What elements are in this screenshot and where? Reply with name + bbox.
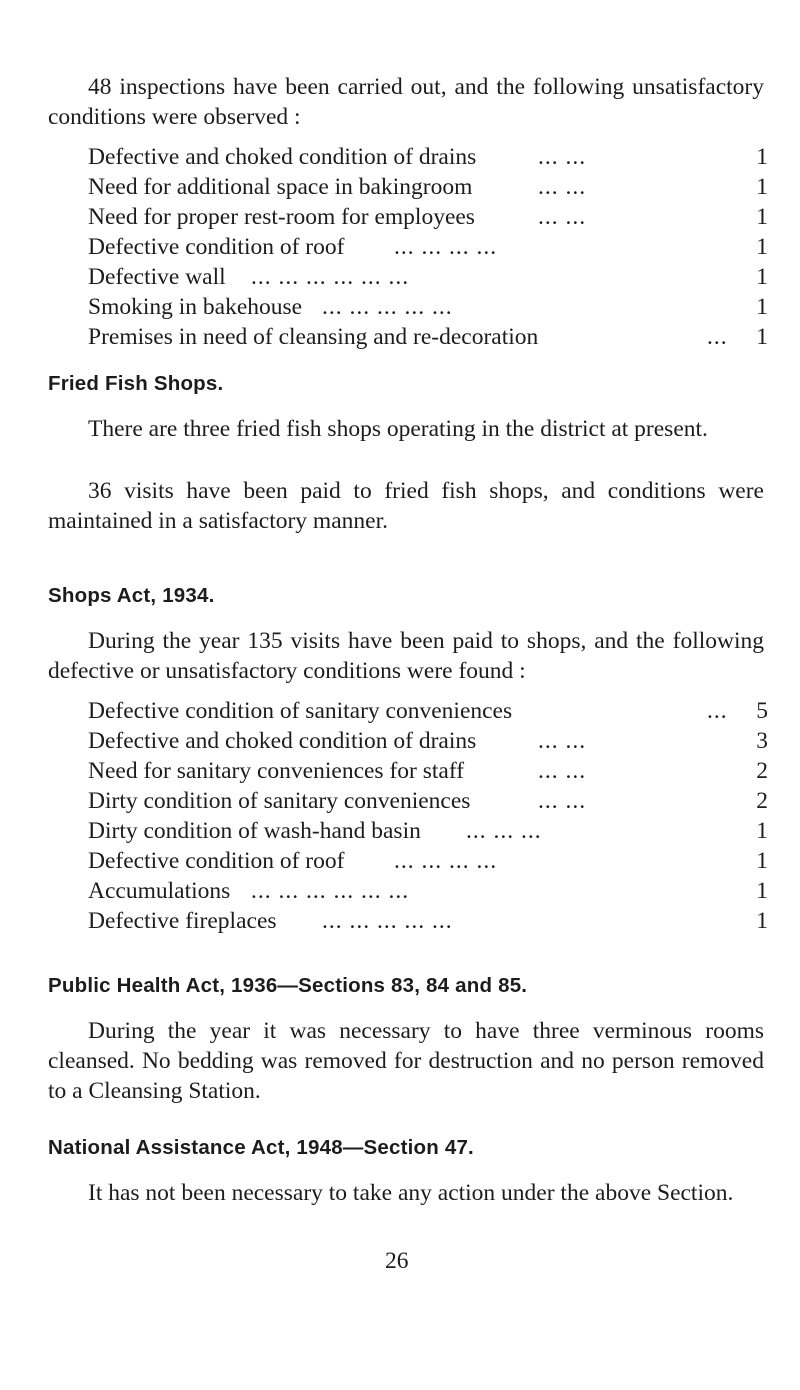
list-item <box>88 816 768 846</box>
item-count: 1 <box>756 144 768 170</box>
leader-dots: ... ... <box>538 728 587 754</box>
bakehouse-conditions-list <box>88 142 768 352</box>
list-item <box>88 786 768 816</box>
leader-dots: ... ... ... ... ... ... <box>251 264 410 290</box>
item-label: Premises in need of cleansing and re-decoration <box>88 324 539 350</box>
item-count: 3 <box>756 728 768 754</box>
item-count: 1 <box>756 174 768 200</box>
leader-dots: ... ... <box>538 174 587 200</box>
national-assistance-heading: National Assistance Act, 1948—Section 47. <box>48 1136 474 1159</box>
list-item <box>88 262 768 292</box>
shops-act-heading: Shops Act, 1934. <box>48 584 215 607</box>
item-label: Defective and choked condition of drains <box>88 144 477 170</box>
list-item <box>88 756 768 786</box>
leader-dots: ... <box>707 698 728 724</box>
list-item <box>88 726 768 756</box>
item-label: Defective condition of roof <box>88 234 345 260</box>
list-item <box>88 876 768 906</box>
item-label: Defective and choked condition of drains <box>88 728 477 754</box>
item-count: 1 <box>756 878 768 904</box>
list-item <box>88 142 768 172</box>
item-count: 1 <box>756 908 768 934</box>
leader-dots: ... ... <box>538 788 587 814</box>
list-item <box>88 696 768 726</box>
item-count: 1 <box>756 234 768 260</box>
item-count: 1 <box>756 324 768 350</box>
leader-dots: ... ... <box>538 758 587 784</box>
item-label: Accumulations <box>88 878 231 904</box>
public-health-heading: Public Health Act, 1936—Sections 83, 84 and 85. <box>48 974 528 997</box>
item-count: 2 <box>756 788 768 814</box>
item-label: Need for sanitary conveniences for staff <box>88 758 465 784</box>
item-label: Dirty condition of wash-hand basin <box>88 818 421 844</box>
fried-fish-paragraph-2: 36 visits have been paid to fried fish shops, and conditions were maintained in a satisfactory manner. <box>48 478 764 534</box>
item-count: 2 <box>756 758 768 784</box>
item-count: 1 <box>756 818 768 844</box>
item-label: Dirty condition of sanitary conveniences <box>88 788 471 814</box>
item-label: Smoking in bakehouse <box>88 294 303 320</box>
item-label: Defective condition of sanitary conveniences <box>88 698 513 724</box>
item-label: Need for proper rest-room for employees <box>88 204 475 230</box>
list-item <box>88 906 768 936</box>
leader-dots: ... ... ... ... <box>394 234 498 260</box>
shops-act-paragraph: During the year 135 visits have been paid to shops, and the following defective or unsatisfactory conditions were found : <box>48 628 764 684</box>
item-count: 1 <box>756 848 768 874</box>
leader-dots: ... <box>707 324 728 350</box>
item-count: 1 <box>756 204 768 230</box>
list-item <box>88 202 768 232</box>
page-number: 26 <box>385 1248 409 1274</box>
list-item <box>88 322 768 352</box>
shops-conditions-list <box>88 696 768 936</box>
leader-dots: ... ... ... ... ... <box>322 294 453 320</box>
intro-paragraph: 48 inspections have been carried out, and the following unsatisfactory conditions were observed : <box>48 74 764 130</box>
fried-fish-heading: Fried Fish Shops. <box>48 372 224 395</box>
list-item <box>88 172 768 202</box>
list-item <box>88 292 768 322</box>
item-count: 1 <box>756 264 768 290</box>
leader-dots: ... ... ... ... ... ... <box>251 878 410 904</box>
item-label: Defective fireplaces <box>88 908 277 934</box>
list-item <box>88 846 768 876</box>
item-count: 1 <box>756 294 768 320</box>
leader-dots: ... ... <box>538 204 587 230</box>
public-health-paragraph: During the year it was necessary to have three verminous rooms cleansed. No bedding was removed for destruction and no person removed to a Cleansing Station. <box>48 1018 764 1104</box>
leader-dots: ... ... ... ... <box>394 848 498 874</box>
leader-dots: ... ... <box>538 144 587 170</box>
list-item <box>88 232 768 262</box>
item-count: 5 <box>756 698 768 724</box>
leader-dots: ... ... ... <box>466 818 542 844</box>
item-label: Need for additional space in bakingroom <box>88 174 473 200</box>
item-label: Defective wall <box>88 264 226 290</box>
national-assistance-paragraph: It has not been necessary to take any action under the above Section. <box>88 1180 734 1206</box>
item-label: Defective condition of roof <box>88 848 345 874</box>
fried-fish-paragraph-1: There are three fried fish shops operating in the district at present. <box>88 416 708 442</box>
leader-dots: ... ... ... ... ... <box>322 908 453 934</box>
